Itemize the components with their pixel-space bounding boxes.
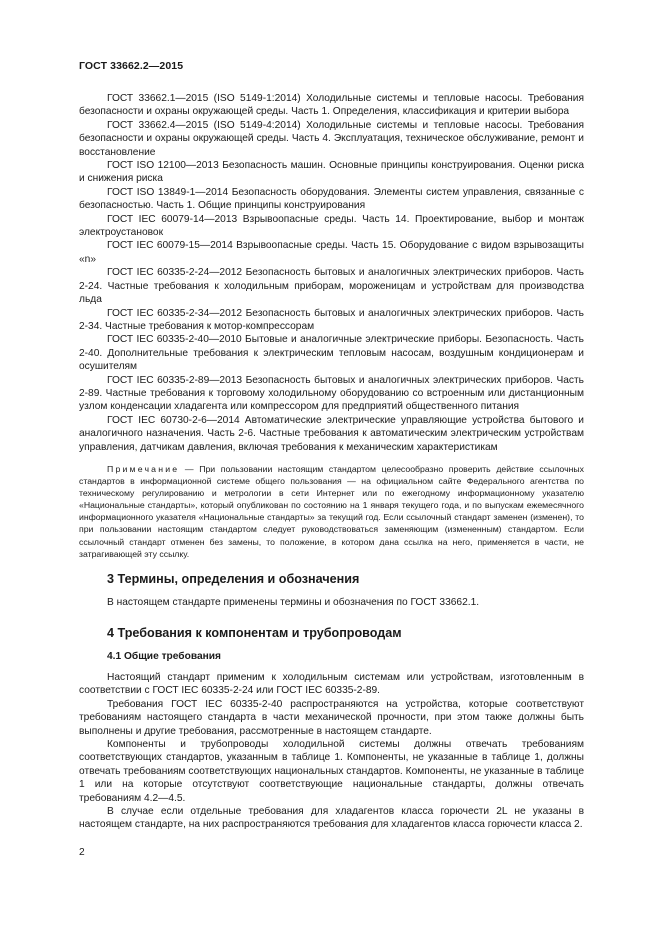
note-label: Примечание [107, 464, 180, 474]
section-3-heading: 3 Термины, определения и обозначения [107, 572, 360, 586]
note-text: — При пользовании настоящим стандартом целесообразно проверить действие ссылочных стандартов в информационной системе общего пользования — на официальном сайте Федерального агентства по техническому регулированию и метрологии в сети Интернет или по ежегодному информационному указателю «Национальные стандарты», который опубликован по состоянию на 1 января текущего года, и по выпускам ежемесячного информационного указателя «Национальные стандарты» за текущий год. Если ссылочный стандарт заменен (изменен), то при пользовании настоящим стандартом следует руководствоваться заменяющим (измененным) стандартом. Если ссылочный стандарт отменен без замены, то положение, в котором дана ссылка на него, применяется в части, не затрагивающей эту ссылку. [79, 464, 584, 559]
page-number: 2 [79, 847, 85, 858]
reference-item: ГОСТ IEC 60079-15—2014 Взрывоопасные среды. Часть 15. Оборудование с видом взрывозащиты «n» [79, 240, 584, 265]
normative-references [79, 92, 584, 454]
document-header: ГОСТ 33662.2—2015 [79, 60, 184, 72]
section-4-body [79, 671, 584, 832]
reference-item: ГОСТ IEC 60335-2-34—2012 Безопасность бытовых и аналогичных электрических приборов. Часть 2-34. Частные требования к мотор-компрессорам [79, 307, 584, 332]
reference-item: ГОСТ ISO 13849-1—2014 Безопасность оборудования. Элементы систем управления, связанные с безопасностью. Часть 1. Общие принципы конструирования [79, 186, 584, 212]
reference-item: ГОСТ IEC 60079-14—2013 Взрывоопасные среды. Часть 14. Проектирование, выбор и монтаж электроустановок [79, 213, 584, 239]
reference-item: ГОСТ IEC 60335-2-40—2010 Бытовые и аналогичные электрические приборы. Безопасность. Часть 2-40. Дополнительные требования к электрическим тепловым насосам, воздушным кондиционерам и осушителям [79, 334, 584, 373]
references-note [79, 463, 584, 560]
subsection-4-1-heading: 4.1 Общие требования [107, 651, 221, 662]
reference-item: ГОСТ 33662.4—2015 (ISO 5149-4:2014) Холодильные системы и тепловые насосы. Требования безопасности и охраны окружающей среды. Часть 4. Эксплуатация, техническое обслуживание, ремонт и восстановление [79, 119, 584, 158]
paragraph: Настоящий стандарт применим к холодильным системам или устройствам, изготовленным в соответствии с ГОСТ IEC 60335-2-24 или ГОСТ IEC 60335-2-89. [79, 672, 584, 697]
section-4-heading: 4 Требования к компонентам и трубопроводам [107, 626, 402, 640]
reference-item: ГОСТ IEC 60335-2-24—2012 Безопасность бытовых и аналогичных электрических приборов. Часть 2-24. Частные требования к холодильным приборам, мороженицам и устройствам для производства льда [79, 267, 584, 306]
reference-item: ГОСТ IEC 60335-2-89—2013 Безопасность бытовых и аналогичных электрических приборов. Часть 2-89. Частные требования к торговому холодильному оборудованию со встроенным или дистанционным узлом конденсации хладагента или компрессором для предприятий общественного питания [79, 374, 584, 413]
paragraph: Компоненты и трубопроводы холодильной системы должны отвечать требованиям соответствующих стандартов, указанным в таблице 1. Компоненты, не указанные в таблице 1, должны отвечать требованиям соответствующих национальных стандартов. Компоненты, не указанные в таблице 1 или на которые отсутствуют соответствующие национальные стандарты, должны отвечать требованиям 4.2—4.5. [79, 739, 584, 804]
reference-item: ГОСТ 33662.1—2015 (ISO 5149-1:2014) Холодильные системы и тепловые насосы. Требования безопасности и охраны окружающей среды. Часть 1. Определения, классификация и критерии выбора [79, 93, 584, 118]
paragraph: В случае если отдельные требования для хладагентов класса горючести 2L не указаны в настоящем стандарте, на них распространяются требования для хладагентов класса горючести класса 2. [79, 806, 584, 831]
section-3-text: В настоящем стандарте применены термины и обозначения по ГОСТ 33662.1. [107, 597, 480, 608]
paragraph: Требования ГОСТ IEC 60335-2-40 распространяются на устройства, которые соответствуют требованиям настоящего стандарта в части механической прочности, при этом также должны быть выполнены и другие требования, рассмотренные в настоящем стандарте. [79, 698, 584, 737]
reference-item: ГОСТ ISO 12100—2013 Безопасность машин. Основные принципы конструирования. Оценки риска и снижения риска [79, 160, 584, 185]
section-3-body [79, 596, 584, 609]
reference-item: ГОСТ IEC 60730-2-6—2014 Автоматические электрические управляющие устройства бытового и аналогичного назначения. Часть 2-6. Частные требования к автоматическим электрическим устройствам управления, датчикам давления, включая требования к механическим характеристикам [79, 414, 584, 453]
